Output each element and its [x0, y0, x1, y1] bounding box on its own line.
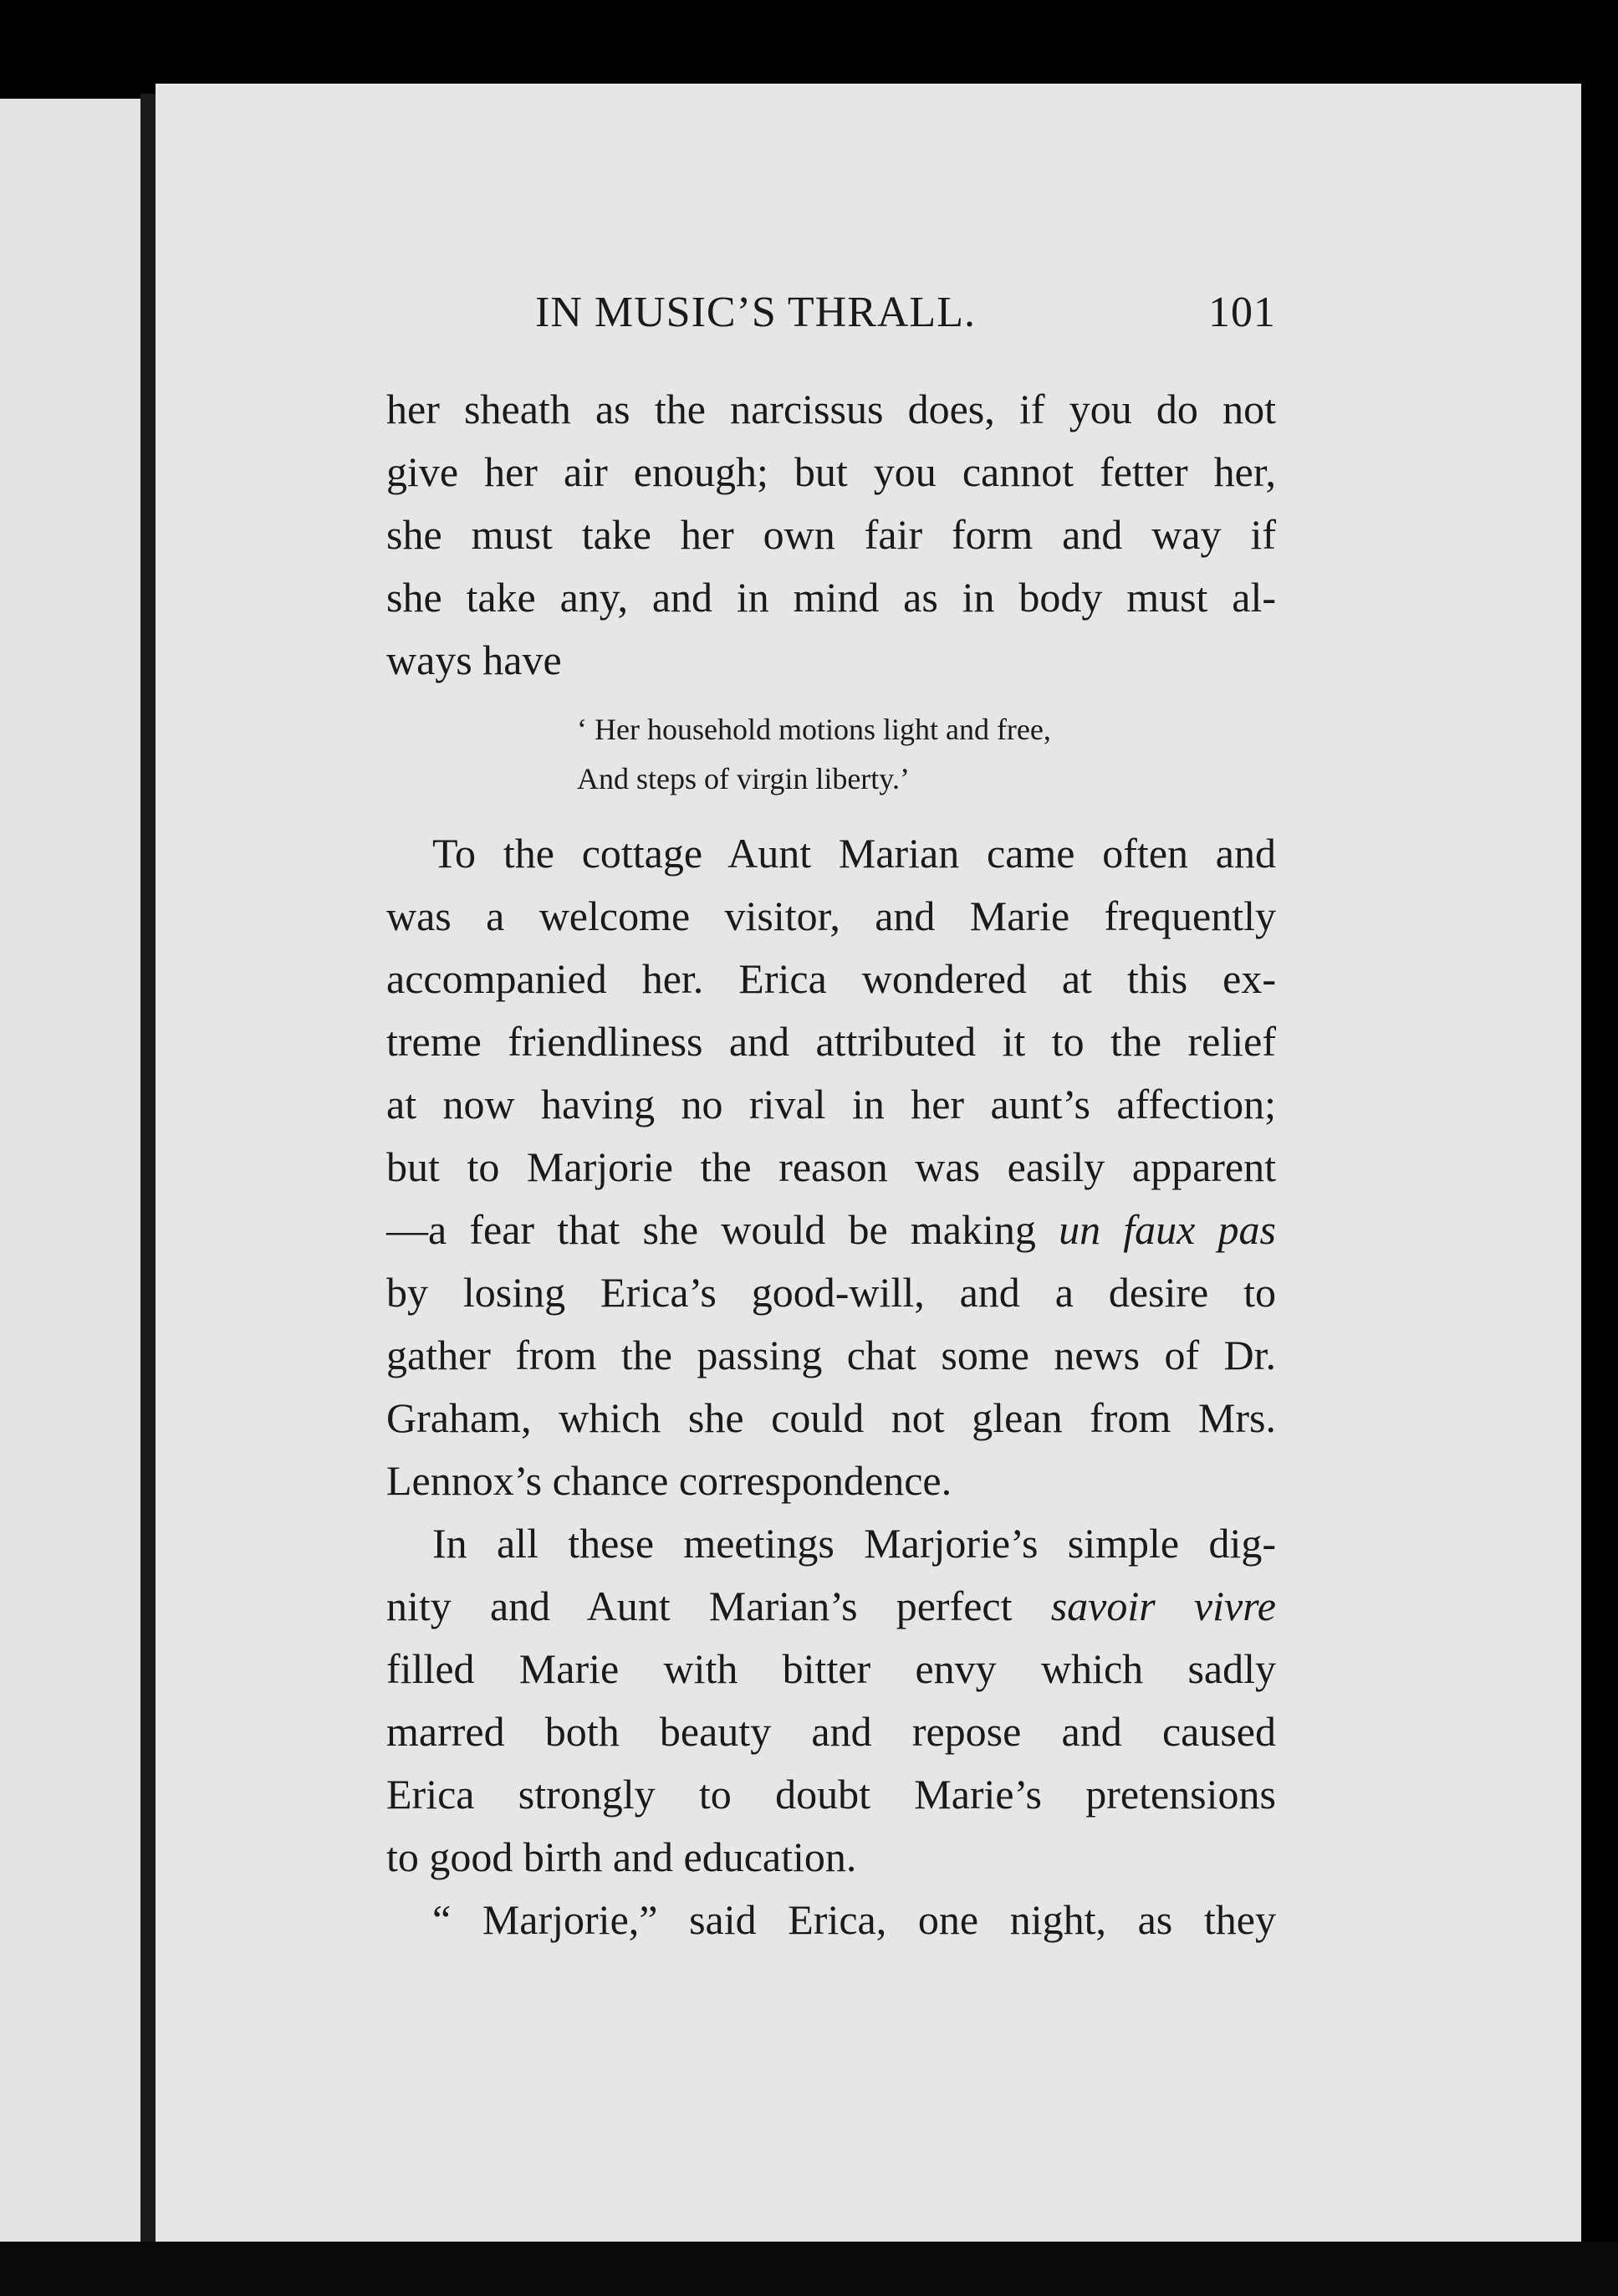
text-line: accompanied her. Erica wondered at this ex- — [386, 955, 1276, 1002]
text-line: Graham, which she could not glean from Mrs. — [386, 1394, 1276, 1441]
text-line: at now having no rival in her aunt’s affection; — [386, 1081, 1276, 1128]
text-line: treme friendliness and attributed it to the relief — [386, 1018, 1276, 1065]
scan-border-bottom — [0, 2242, 1618, 2296]
text-line: ways have — [386, 637, 562, 683]
text-line: marred both beauty and repose and caused — [386, 1708, 1276, 1755]
text-line: to good birth and education. — [386, 1833, 857, 1880]
text-line: filled Marie with bitter envy which sadly — [386, 1645, 1276, 1692]
text-line: she must take her own fair form and way if — [386, 511, 1276, 558]
line-text: —a fear that she would be making — [386, 1206, 1059, 1253]
text-line-with-italic — [386, 1580, 1276, 1632]
text-line: Lennox’s chance correspondence. — [386, 1457, 952, 1504]
text-line: Erica strongly to doubt Marie’s pretensions — [386, 1771, 1276, 1818]
text-line: In all these meetings Marjorie’s simple dig- — [432, 1520, 1276, 1567]
text-line: by losing Erica’s good-will, and a desire to — [386, 1269, 1276, 1316]
running-title: IN MUSIC’S THRALL. — [535, 289, 976, 336]
scan-border-right — [1581, 59, 1618, 2296]
text-line: “ Marjorie,” said Erica, one night, as they — [432, 1896, 1276, 1943]
text-line: gather from the passing chat some news of Dr. — [386, 1332, 1276, 1378]
text-line: was a welcome visitor, and Marie frequently — [386, 892, 1276, 939]
text-line: she take any, and in mind as in body must al- — [386, 574, 1276, 621]
text-line: To the cottage Aunt Marian came often and — [432, 830, 1276, 877]
text-line: but to Marjorie the reason was easily apparent — [386, 1143, 1276, 1190]
line-text: nity and Aunt Marian’s perfect — [386, 1583, 1051, 1629]
page-gutter-shadow — [140, 94, 156, 2250]
verse-line: And steps of virgin liberty.’ — [577, 762, 910, 795]
verse-line: ‘ Her household motions light and free, — [577, 713, 1051, 746]
page-number: 101 — [1208, 289, 1276, 336]
facing-page-edge — [0, 99, 140, 2244]
text-line: her sheath as the narcissus does, if you do not — [386, 386, 1276, 432]
running-head — [535, 288, 1276, 346]
text-line: give her air enough; but you cannot fetter her, — [386, 448, 1276, 495]
text-line-with-italic — [386, 1204, 1276, 1255]
italic-phrase: savoir vivre — [1050, 1583, 1276, 1629]
italic-phrase: un faux pas — [1059, 1206, 1277, 1253]
